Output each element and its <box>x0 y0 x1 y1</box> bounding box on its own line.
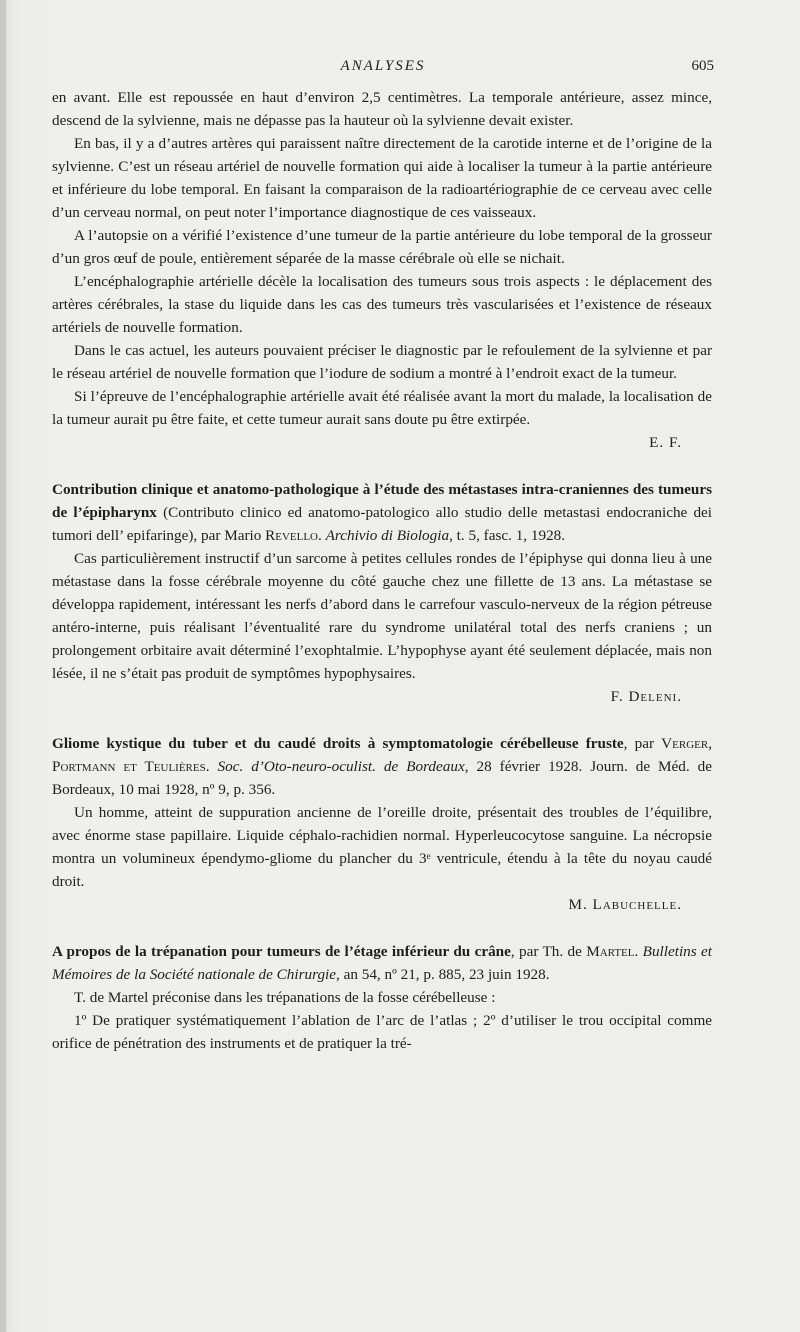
signature: M. Labuchelle. <box>568 896 682 913</box>
entry-author: Revello <box>265 527 319 544</box>
paragraph: Cas particulièrement instructif d’un sarcome à petites cellules rondes de l’épiphyse qui donna lieu à une métastase dans la fosse cérébrale moyenne du côté gauche chez une fillette de 13 ans. La métastase se développa rapidement, intéressant les nerfs d’abord dans le carrefour vasculo-nerveux de la région pétreuse antéro-interne, puis réalisant l’éventualité rare du syndrome unilatéral total des nerfs craniens ; un prolongement orbitaire avait déterminé l’exophtalmie. L’hypophyse ayant été seulement déplacée, mais non lésée, il ne s’était pas produit de symptômes hypophysaires. <box>52 550 712 682</box>
page-header <box>52 58 714 80</box>
paragraph: Si l’épreuve de l’encéphalographie artérielle avait été réalisée avant la mort du malade, la localisation de la tumeur aurait pu être faite, et cette tumeur aurait sans doute pu être extirpée. <box>52 388 712 428</box>
paragraph: Dans le cas actuel, les auteurs pouvaient préciser le diagnostic par le refoulement de la sylvienne et par le réseau artériel de nouvelle formation que l’iodure de sodium a montré à l’endroit exact de la tumeur. <box>52 342 712 382</box>
page-body <box>52 86 712 1055</box>
reference-text: , an 54, nº 21, p. 885, 23 juin 1928. <box>336 966 550 983</box>
entry-title: A propos de la trépanation pour tumeurs de l’étage inférieur du crâne <box>52 943 511 960</box>
signature: F. Deleni. <box>610 688 682 705</box>
paragraph: L’encéphalographie artérielle décèle la localisation des tumeurs sous trois aspects : le déplacement des artères cérébrales, la stase du liquide dans les cas des tumeurs très vascularisées et l’existence de réseaux artériels de nouvelle formation. <box>52 273 712 336</box>
journal-name: Archivio di Biologia <box>325 527 450 544</box>
entry-reference <box>52 732 712 801</box>
review-entry <box>52 478 712 708</box>
entry-reference <box>52 478 712 547</box>
entry-reference <box>52 940 712 986</box>
page-number: 605 <box>691 58 714 74</box>
paragraph: A l’autopsie on a vérifié l’existence d’une tumeur de la partie antérieure du lobe temporal de la grosseur d’un gros œuf de poule, entièrement séparée de la masse cérébrale où elle se nichait. <box>52 227 712 267</box>
entry-author: Martel <box>586 943 635 960</box>
intro-section <box>52 86 712 454</box>
entry-title: Gliome kystique du tuber et du caudé droits à symptomatologie cérébelleuse fruste <box>52 735 624 752</box>
journal-name: Soc. d’Oto-neuro-oculist. de Bordeaux <box>217 758 465 775</box>
paragraph: 1º De pratiquer systématiquement l’ablation de l’arc de l’atlas ; 2º d’utiliser le trou occipital comme orifice de pénétration des instruments et de pratiquer la tré- <box>52 1012 712 1052</box>
reference-text: . <box>318 527 326 544</box>
reference-text: , t. 5, fasc. 1, 1928. <box>449 527 566 544</box>
paragraph: T. de Martel préconise dans les trépanations de la fosse cérébelleuse : <box>74 989 496 1006</box>
reference-text: , par Th. de <box>510 943 587 960</box>
review-entry <box>52 940 712 1055</box>
page-edge-shadow <box>0 0 6 1332</box>
journal-name: Bulletins et Mémoires de la Société nationale de Chirurgie <box>52 943 712 983</box>
review-entry <box>52 732 712 916</box>
entry-author: Verger, Portmann et Teulières <box>52 735 712 775</box>
running-title: ANALYSES <box>340 58 426 74</box>
signature: E. F. <box>649 434 682 451</box>
paragraph: Un homme, atteint de suppuration ancienne de l’oreille droite, présentait des troubles de l’équilibre, avec énorme stase papillaire. Liquide céphalo-rachidien normal. Hyperleucocytose sanguine. La nécropsie montra un volumineux épendymo-gliome du plancher du 3ᵉ ventricule, étendu à la tête du noyau caudé droit. <box>52 804 712 890</box>
reference-text: . <box>205 758 218 775</box>
entry-title: Contribution clinique et anatomo-pathologique à l’étude des métastases intra-craniennes des tumeurs de l’épipharynx <box>52 481 712 521</box>
reference-text: (Contributo clinico ed anatomo-patologico allo studio delle metastasi endocraniche dei tumori dell’ epifaringe), par Mario <box>52 504 712 544</box>
reference-text: . <box>634 943 643 960</box>
reference-text: , 28 février 1928. Journ. de Méd. de Bordeaux, 10 mai 1928, nº 9, p. 356. <box>52 758 713 798</box>
reference-text: , par <box>623 735 662 752</box>
paragraph: En bas, il y a d’autres artères qui paraissent naître directement de la carotide interne et de l’origine de la sylvienne. C’est un réseau artériel de nouvelle formation qui aide à localiser la tumeur à la partie antérieure et inférieure du lobe temporal. En faisant la comparaison de la radioartériographie de ce cerveau avec celle d’un cerveau normal, on peut noter l’importance diagnostique de ces vaisseaux. <box>52 135 712 221</box>
paragraph: en avant. Elle est repoussée en haut d’environ 2,5 centimètres. La temporale antérieure, assez mince, descend de la sylvienne, mais ne dépasse pas la hauteur où la sylvienne devait exister. <box>52 89 712 129</box>
